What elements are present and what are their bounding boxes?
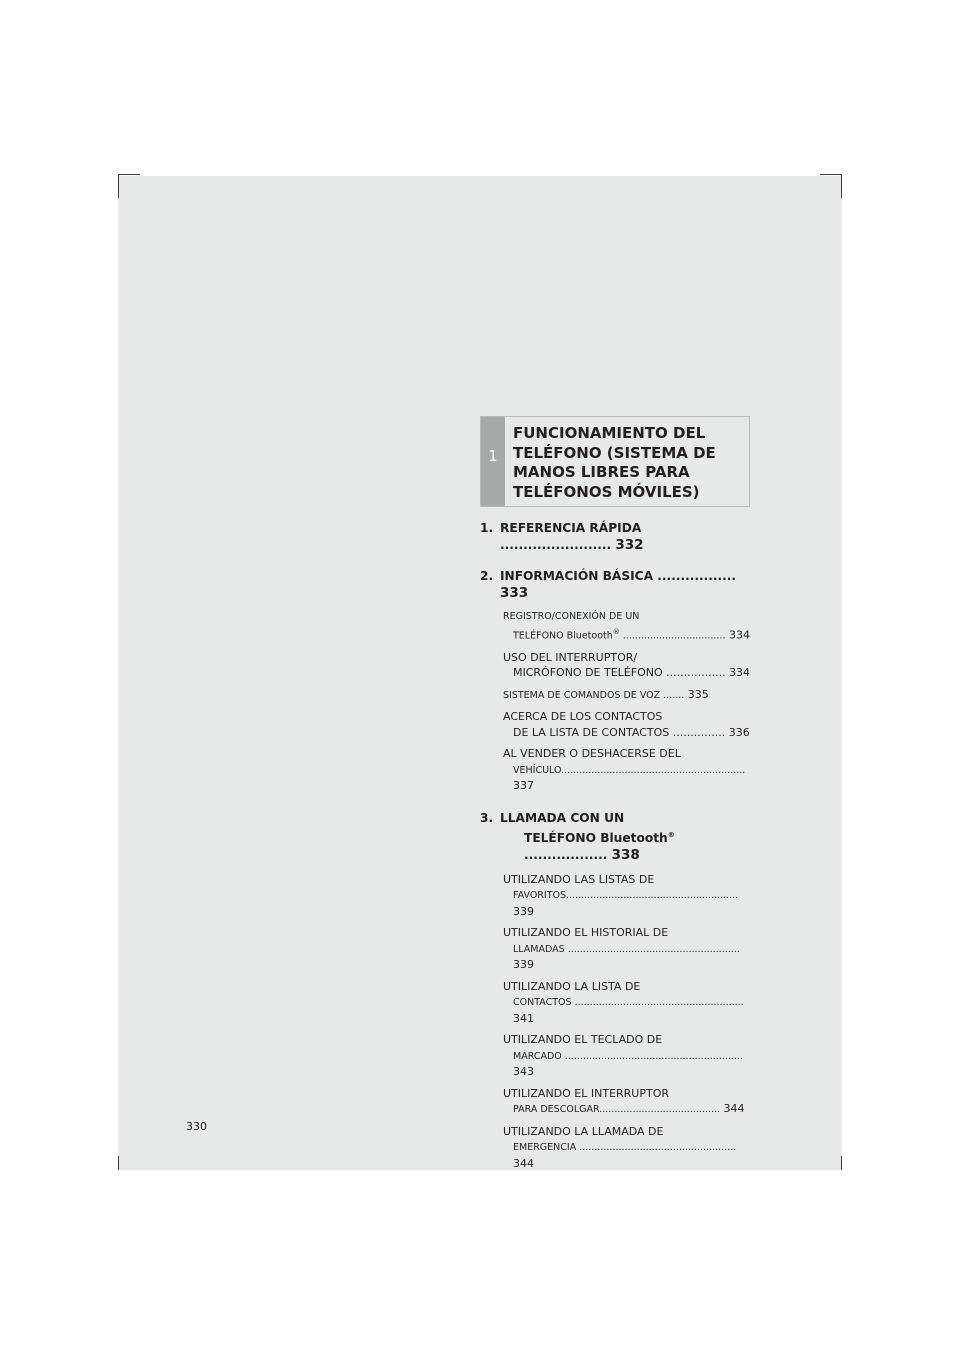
toc-item[interactable] [503, 1086, 752, 1118]
chapter-tab [481, 417, 505, 506]
toc-item[interactable] [503, 1124, 752, 1172]
chapter-header-box [480, 416, 750, 507]
toc-item-line1: UTILIZANDO EL INTERRUPTOR [503, 1086, 670, 1100]
toc-item-line1: SISTEMA DE COMANDOS DE VOZ ....... [503, 689, 685, 701]
toc-section-title: INFORMACIÓN BÁSICA ................. [500, 569, 737, 583]
toc-item-page: 335 [687, 687, 709, 701]
toc-item-line2: DE LA LISTA DE CONTACTOS ............... [513, 725, 726, 739]
toc-item-page: 339 [513, 958, 534, 972]
toc-item-line2: EMERGENCIA .................................................... [513, 1142, 737, 1154]
toc-item-page: 344 [513, 1156, 534, 1170]
toc-item[interactable] [503, 1032, 752, 1080]
toc-item-line2: CONTACTOS ........................................................ [513, 997, 744, 1009]
toc-item-line2: FAVORITOS......................................................... [513, 890, 739, 902]
toc-item[interactable] [503, 872, 752, 920]
crop-mark-bottom-left-v [118, 1156, 119, 1170]
crop-mark-top-right-v [841, 174, 842, 198]
toc-item-line1: UTILIZANDO EL TECLADO DE [503, 1033, 663, 1047]
registered-mark: ® [612, 627, 620, 636]
toc-section-title-line1: LLAMADA CON UN [500, 810, 625, 825]
chapter-title: FUNCIONAMIENTO DEL TELÉFONO (SISTEMA DE MANOS LIBRES PARA TELÉFONOS MÓVILES) [513, 424, 716, 501]
crop-mark-top-left-v [118, 174, 119, 198]
toc-item-page: 337 [513, 779, 534, 793]
toc-item[interactable] [503, 746, 752, 794]
crop-mark-top-right-h [820, 174, 842, 175]
toc-item-line1: UTILIZANDO LA LLAMADA DE [503, 1124, 664, 1138]
toc-item[interactable] [503, 979, 752, 1027]
toc-item-page: 334 [729, 666, 751, 680]
toc-section-dots: .................. [524, 847, 608, 862]
toc-item-line1: ACERCA DE LOS CONTACTOS [503, 710, 663, 724]
crop-mark-bottom-right-v [841, 1156, 842, 1170]
registered-mark: ® [667, 830, 675, 839]
toc-item-line2: MARCADO ........................................................... [513, 1050, 743, 1062]
toc-item-line1: UTILIZANDO LA LISTA DE [503, 979, 641, 993]
toc-section-number: 1. [480, 521, 494, 535]
table-of-contents [480, 520, 752, 1171]
toc-item-line2: TELÉFONO Bluetooth [513, 630, 613, 642]
toc-section-title: REFERENCIA RÁPIDA ........................ [500, 521, 642, 552]
toc-item[interactable] [503, 925, 752, 973]
crop-mark-top-left-h [118, 174, 140, 175]
chapter-tab-number: 1 [488, 447, 498, 465]
toc-item-line2: MICRÓFONO DE TELÉFONO ................. [513, 666, 726, 680]
toc-section-number: 3. [480, 810, 494, 825]
toc-item-line2: VEHÍCULO............................................................. [513, 764, 746, 776]
toc-item-line1: UTILIZANDO LAS LISTAS DE [503, 872, 655, 886]
toc-item-page: 343 [513, 1065, 534, 1079]
toc-section-title-line2: TELÉFONO Bluetooth [524, 830, 668, 845]
toc-section-page: 338 [611, 846, 640, 863]
toc-section-page: 332 [615, 537, 644, 553]
toc-item-line1: AL VENDER O DESHACERSE DEL [503, 747, 681, 761]
toc-item-page: 339 [513, 904, 534, 918]
toc-item[interactable] [503, 687, 752, 704]
toc-item-page: 341 [513, 1011, 534, 1025]
toc-item-line2: LLAMADAS ......................................................... [513, 943, 740, 955]
toc-item[interactable] [503, 608, 752, 644]
toc-section-page: 333 [500, 585, 529, 601]
toc-section-2[interactable] [480, 568, 752, 602]
toc-item[interactable] [503, 650, 752, 681]
toc-section-number: 2. [480, 569, 494, 583]
toc-item[interactable] [503, 709, 752, 740]
toc-item-line2: PARA DESCOLGAR........................................ [513, 1104, 721, 1116]
toc-item-line1: UTILIZANDO EL HISTORIAL DE [503, 926, 669, 940]
toc-item-line1: REGISTRO/CONEXIÓN DE UN [503, 611, 640, 622]
toc-item-line1: USO DEL INTERRUPTOR/ [503, 650, 638, 664]
toc-item-page: 336 [728, 725, 750, 739]
toc-section-3[interactable] [480, 810, 752, 864]
toc-section-1[interactable] [480, 520, 752, 554]
toc-item-dots: .................................. [619, 630, 726, 642]
toc-item-page: 344 [723, 1102, 745, 1116]
page-number: 330 [186, 1120, 207, 1133]
toc-item-page: 334 [728, 628, 750, 642]
